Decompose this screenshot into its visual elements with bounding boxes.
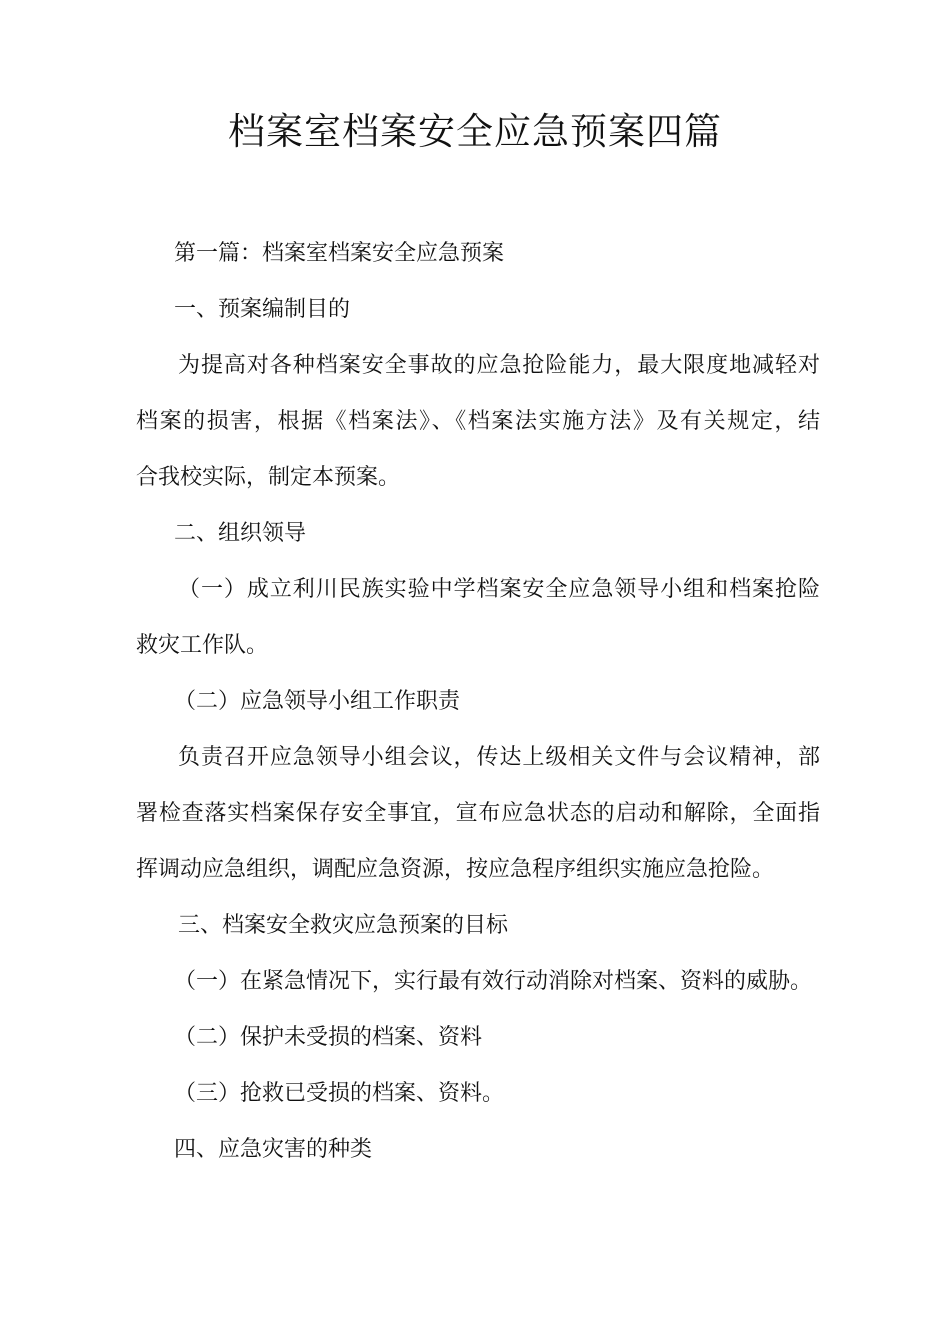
text-line: 四、应急灾害的种类	[174, 1137, 373, 1162]
text-line: 署检查落实档案保存安全事宜，宣布应急状态的启动和解除，全面指	[136, 801, 820, 826]
text-line: 第一篇：档案室档案安全应急预案	[174, 241, 505, 266]
text-line: （一）成立利川民族实验中学档案安全应急领导小组和档案抢险	[178, 577, 820, 602]
text-line: 合我校实际，制定本预案。	[136, 465, 401, 490]
text-line: （一）在紧急情况下，实行最有效行动消除对档案、资料的威胁。	[174, 969, 813, 994]
document-title: 档案室档案安全应急预案四篇	[228, 110, 722, 153]
text-line: 档案的损害，根据《档案法》、《档案法实施方法》及有关规定，结	[136, 409, 820, 434]
text-line: 负责召开应急领导小组会议，传达上级相关文件与会议精神，部	[178, 745, 820, 770]
text-line: 二、组织领导	[174, 521, 307, 546]
text-line: 三、档案安全救灾应急预案的目标	[178, 913, 509, 938]
text-line: 为提高对各种档案安全事故的应急抢险能力，最大限度地减轻对	[178, 353, 820, 378]
text-line: （二）保护未受损的档案、资料	[174, 1025, 483, 1050]
text-line: 挥调动应急组织，调配应急资源，按应急程序组织实施应急抢险。	[136, 857, 775, 882]
text-line: 一、预案编制目的	[174, 297, 351, 322]
text-line: （二）应急领导小组工作职责	[174, 689, 461, 714]
text-line: （三）抢救已受损的档案、资料。	[174, 1081, 505, 1106]
text-line: 救灾工作队。	[136, 633, 269, 658]
